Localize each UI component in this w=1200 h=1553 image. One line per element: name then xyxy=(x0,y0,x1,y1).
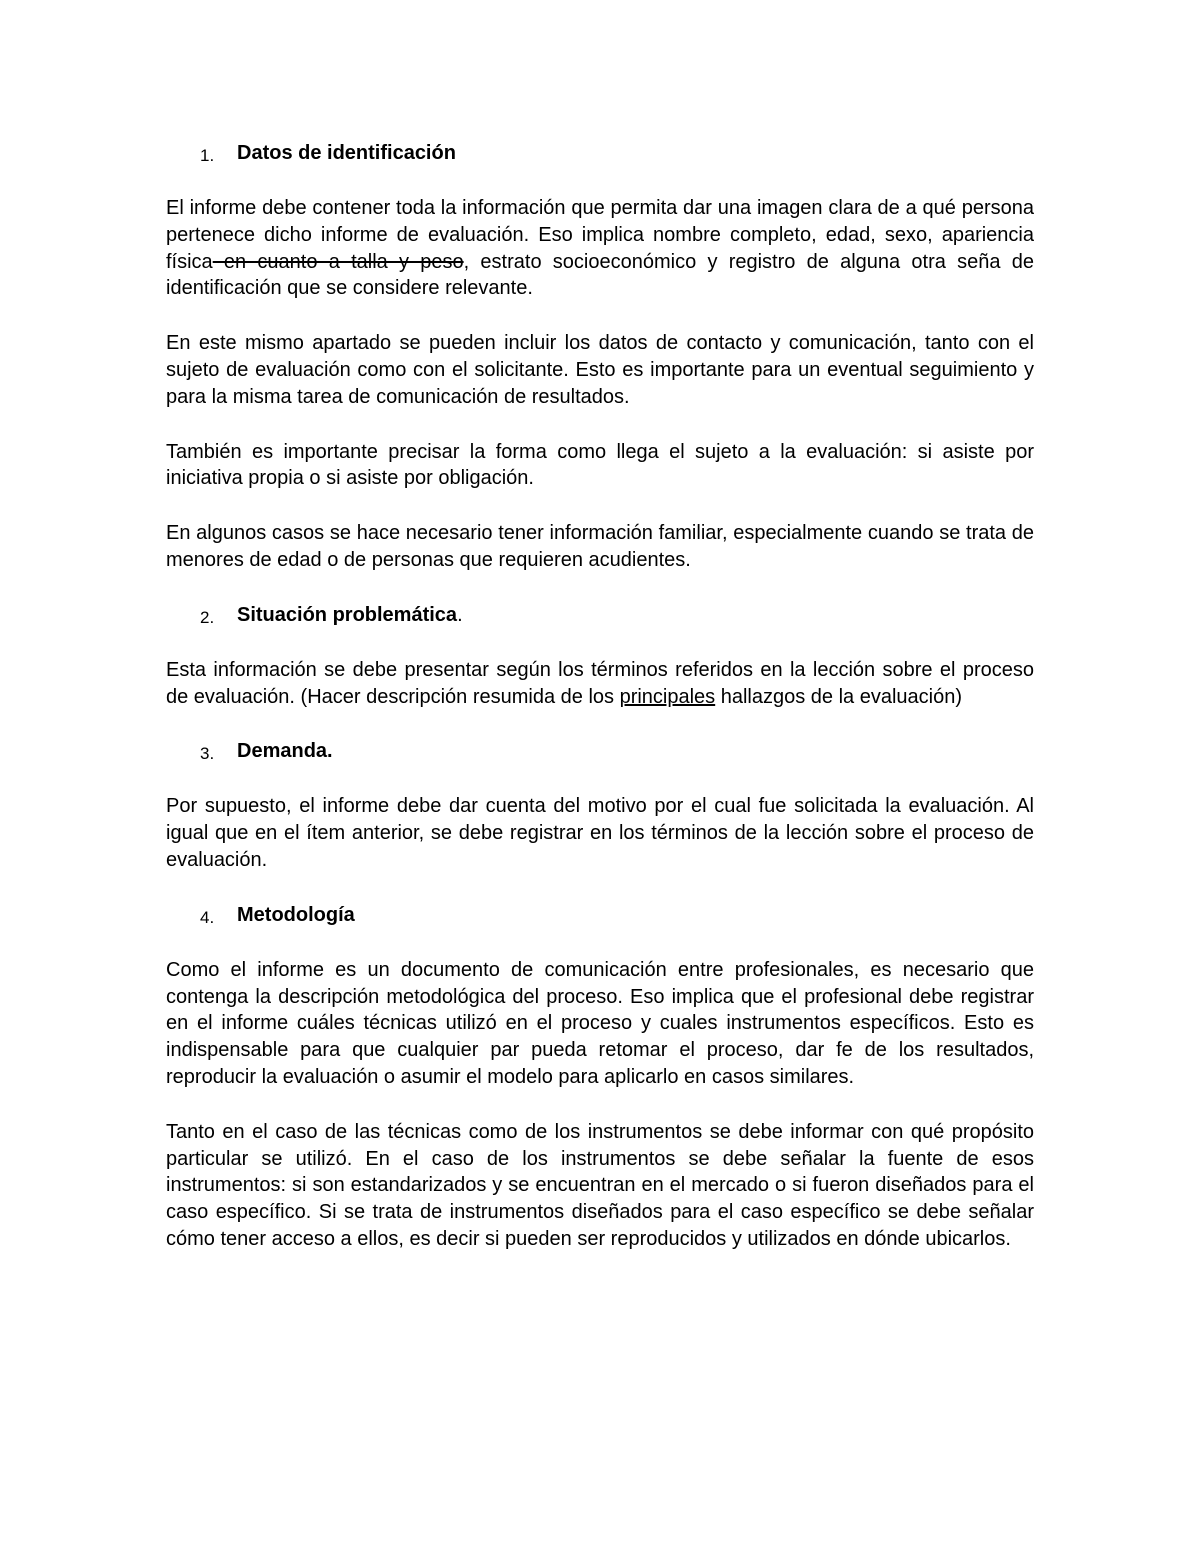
section-title: Datos de identificación xyxy=(237,142,456,164)
section-title: Metodología xyxy=(237,903,355,926)
section-title-trailing: . xyxy=(457,603,463,626)
paragraph-text: , estrato socioeconómico y registro de alguna otra seña de identificación que se considere relevante. xyxy=(166,250,1034,300)
section-title: Demanda. xyxy=(237,740,333,763)
paragraph-text: hallazgos de la evaluación) xyxy=(715,685,963,708)
section-title: Situación problemática xyxy=(237,603,458,626)
section-number: 3. xyxy=(200,744,215,764)
section-number: 4. xyxy=(200,907,215,927)
paragraph-text: Esta información se debe presentar según los términos referidos en la lección sobre el proceso de evaluación. (Hacer descripción resumida de los xyxy=(166,658,1034,708)
underlined-text: principales xyxy=(619,685,716,708)
paragraph xyxy=(166,195,1034,302)
section-number: 2. xyxy=(200,607,215,627)
paragraph-text: El informe debe contener toda la información que permita dar una imagen clara de a qué persona pertenece dicho informe de evaluación. Eso implica nombre completo, edad, sexo, apariencia física xyxy=(166,197,1034,273)
paragraph: En algunos casos se hace necesario tener información familiar, especialmente cuando se trata de menores de edad o de personas que requieren acudientes. xyxy=(166,522,1034,571)
paragraph: Tanto en el caso de las técnicas como de los instrumentos se debe informar con qué propósito particular se utilizó. En el caso de los instrumentos se debe señalar la fuente de esos instrumentos: si son estandarizados y se encuentran en el mercado o si fueron diseñados para el caso específico. Si se trata de instrumentos diseñados para el caso específico se debe señalar cómo tener acceso a ellos, es decir si pueden ser reproducidos y utilizados en dónde ubicarlos. xyxy=(166,1120,1034,1250)
paragraph: En este mismo apartado se pueden incluir los datos de contacto y comunicación, tanto con el sujeto de evaluación como con el solicitante. Esto es importante para un eventual seguimiento y para la misma tarea de comunicación de resultados. xyxy=(166,332,1034,408)
paragraph: Como el informe es un documento de comunicación entre profesionales, es necesario que contenga la descripción metodológica del proceso. Eso implica que el profesional debe registrar en el informe cuáles técnicas utilizó en el proceso y cuales instrumentos específicos. Esto es indispensable para que cualquier par pueda retomar el proceso, dar fe de los resultados, reproducir la evaluación o asumir el modelo para aplicarlo en casos similares. xyxy=(166,958,1034,1088)
paragraph: También es importante precisar la forma como llega el sujeto a la evaluación: si asiste por iniciativa propia o si asiste por obligación. xyxy=(166,440,1034,490)
section-heading-metodologia xyxy=(166,902,1034,929)
struck-text: en cuanto a talla y peso xyxy=(212,250,464,273)
section-heading-identificacion xyxy=(166,140,1034,167)
paragraph: Por supuesto, el informe debe dar cuenta del motivo por el cual fue solicitada la evaluación. Al igual que en el ítem anterior, se debe registrar en los términos de la lección sobre el proceso de evaluación. xyxy=(166,795,1034,871)
section-heading-situacion xyxy=(166,602,1034,629)
paragraph xyxy=(166,657,1034,711)
section-number: 1. xyxy=(200,146,215,165)
document-page xyxy=(166,140,1034,1253)
section-heading-demanda xyxy=(166,738,1034,765)
